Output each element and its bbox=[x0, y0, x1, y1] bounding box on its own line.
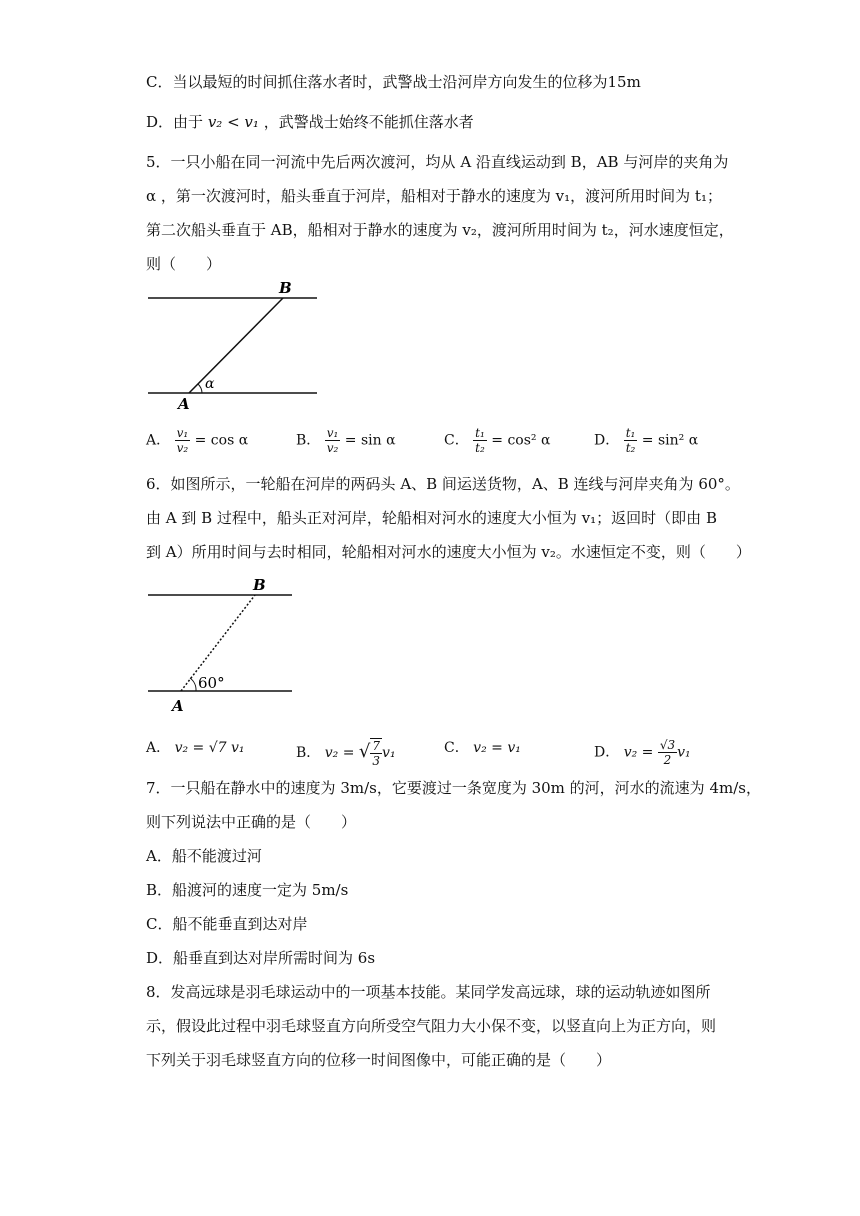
q5-option-a bbox=[146, 426, 248, 455]
q5-stem-line1: 5．一只小船在同一河流中先后两次渡河，均从 A 沿直线运动到 B，AB 与河岸的夹角为 bbox=[146, 153, 729, 171]
q4-option-d-post: ，武警战士始终不能抓住落水者 bbox=[263, 113, 474, 131]
q6-label-a: A bbox=[172, 697, 184, 715]
q6-option-b-rhs: v₁ bbox=[382, 745, 396, 761]
q5-option-b-letter: B． bbox=[296, 432, 321, 449]
q8-stem-line2: 示，假设此过程中羽毛球竖直方向所受空气阻力大小保不变，以竖直向上为正方向，则 bbox=[146, 1017, 717, 1035]
fraction-denominator: t₂ bbox=[475, 441, 485, 455]
q5-option-b-rhs: = sin α bbox=[344, 432, 396, 449]
q5-option-a-fraction bbox=[175, 426, 191, 455]
q5-option-c-rhs: = cos² α bbox=[491, 432, 551, 449]
fraction-numerator: t₁ bbox=[625, 426, 636, 440]
q5-option-c bbox=[444, 426, 550, 455]
q6-option-b-fraction bbox=[370, 738, 382, 768]
q7-option-a: A．船不能渡过河 bbox=[146, 847, 262, 865]
q6-option-a-letter: A． bbox=[146, 740, 171, 756]
fraction-numerator: t₁ bbox=[475, 426, 485, 440]
q7-stem-line1: 7．一只船在静水中的速度为 3m/s，它要渡过一条宽度为 30m 的河，河水的流速为 4m/s， bbox=[146, 779, 761, 797]
q7-option-b: B．船渡河的速度一定为 5m/s bbox=[146, 881, 349, 899]
q6-option-d bbox=[594, 738, 691, 767]
q4-option-d-pre: D．由于 bbox=[146, 113, 204, 131]
fraction-numerator: 7 bbox=[372, 739, 381, 753]
q5-option-d-letter: D． bbox=[594, 432, 620, 449]
fraction-denominator: t₂ bbox=[625, 441, 636, 455]
fraction-numerator: √3 bbox=[659, 738, 676, 752]
q6-angle-arc bbox=[190, 678, 196, 691]
q6-option-d-fraction bbox=[658, 738, 677, 767]
q6-option-b bbox=[296, 738, 396, 768]
q5-option-c-letter: C． bbox=[444, 432, 469, 449]
q6-stem-line2: 由 A 到 B 过程中，船头正对河岸，轮船相对河水的速度大小恒为 v₁；返回时（即由 B bbox=[146, 509, 717, 527]
q5-label-alpha: α bbox=[205, 376, 215, 392]
q5-stem-line3: 第二次船头垂直于 AB，船相对于静水的速度为 v₂，渡河所用时间为 t₂，河水速度恒定， bbox=[146, 221, 734, 239]
q6-option-b-letter: B． bbox=[296, 745, 321, 761]
q4-option-d-math: v₂ < v₁ bbox=[207, 113, 259, 131]
q5-option-b bbox=[296, 426, 396, 455]
q6-option-b-lhs: v₂ = bbox=[324, 745, 359, 761]
q6-label-b: B bbox=[253, 576, 266, 594]
fraction-denominator: 3 bbox=[372, 754, 381, 768]
fraction-denominator: 2 bbox=[663, 753, 672, 767]
q5-option-d-rhs: = sin² α bbox=[641, 432, 699, 449]
q5-option-a-letter: A． bbox=[146, 432, 171, 449]
q6-stem-line3: 到 A）所用时间与去时相同，轮船相对河水的速度大小恒为 v₂。水速恒定不变，则（ ） bbox=[146, 543, 751, 561]
sqrt-sign: √ bbox=[358, 741, 371, 762]
q6-option-d-letter: D． bbox=[594, 744, 620, 761]
fraction-denominator: v₂ bbox=[176, 441, 189, 455]
q6-option-c bbox=[444, 738, 521, 758]
q6-option-a bbox=[146, 738, 245, 758]
q6-option-a-expr: v₂ = √7 v₁ bbox=[174, 740, 245, 756]
fraction-denominator: v₂ bbox=[326, 441, 339, 455]
q7-option-c: C．船不能垂直到达对岸 bbox=[146, 915, 308, 933]
q5-label-a: A bbox=[178, 395, 190, 413]
fraction-numerator: v₁ bbox=[326, 426, 339, 440]
q6-label-angle: 60° bbox=[198, 674, 225, 692]
q5-angle-arc bbox=[198, 384, 202, 393]
q5-option-d-fraction bbox=[624, 426, 638, 455]
q6-stem-line1: 6．如图所示，一轮船在河岸的两码头 A、B 间运送货物，A、B 连线与河岸夹角为 60°。 bbox=[146, 475, 740, 493]
q5-option-a-rhs: = cos α bbox=[194, 432, 249, 449]
fraction-numerator: v₁ bbox=[176, 426, 189, 440]
q5-stem-line4: 则（ ） bbox=[146, 255, 222, 273]
q6-option-c-expr: v₂ = v₁ bbox=[473, 740, 521, 756]
q6-option-d-lhs: v₂ = bbox=[623, 744, 658, 761]
q7-option-d: D．船垂直到达对岸所需时间为 6s bbox=[146, 949, 376, 967]
q8-stem-line3: 下列关于羽毛球竖直方向的位移一时间图像中，可能正确的是（ ） bbox=[146, 1051, 612, 1069]
q4-option-d bbox=[146, 112, 474, 132]
q5-option-c-fraction bbox=[473, 426, 487, 455]
q5-stem-line2: α ，第一次渡河时，船头垂直于河岸，船相对于静水的速度为 v₁，渡河所用时间为 t₁； bbox=[146, 187, 722, 205]
q5-path-ab bbox=[189, 298, 283, 393]
q6-option-c-letter: C． bbox=[444, 740, 469, 756]
q7-stem-line2: 则下列说法中正确的是（ ） bbox=[146, 813, 357, 831]
q5-figure bbox=[140, 278, 330, 414]
q6-figure bbox=[140, 570, 300, 720]
q5-option-b-fraction bbox=[325, 426, 341, 455]
q8-stem-line1: 8．发高远球是羽毛球运动中的一项基本技能。某同学发高远球，球的运动轨迹如图所 bbox=[146, 983, 711, 1001]
q6-option-d-rhs: v₁ bbox=[677, 744, 691, 761]
q5-option-d bbox=[594, 426, 698, 455]
q4-option-c: C．当以最短的时间抓住落水者时，武警战士沿河岸方向发生的位移为15m bbox=[146, 73, 641, 91]
q5-label-b: B bbox=[279, 279, 292, 297]
